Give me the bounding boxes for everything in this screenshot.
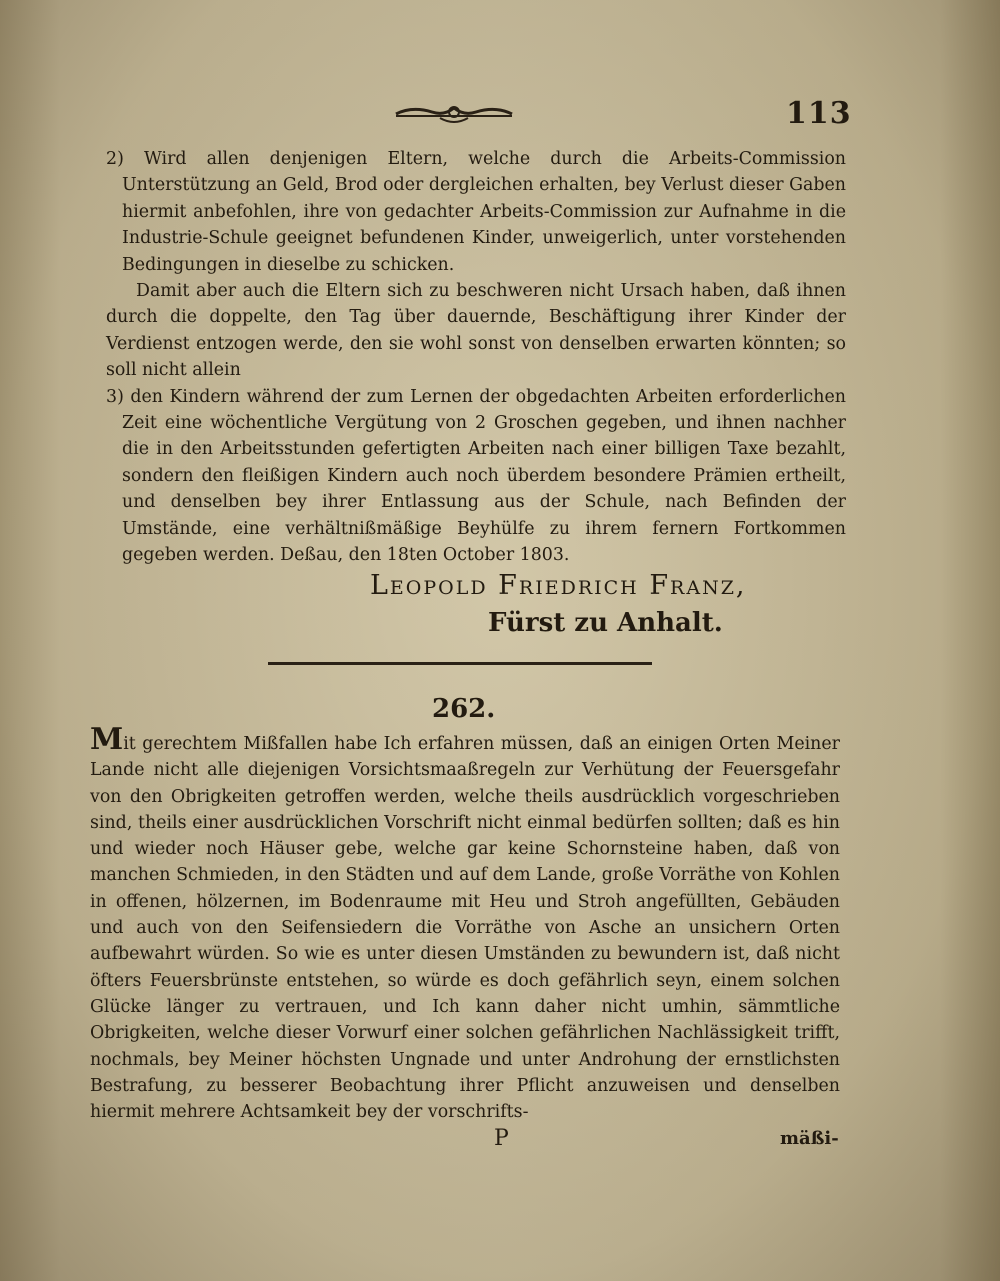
section-divider <box>268 662 652 665</box>
paragraph-intro: Damit aber auch die Eltern sich zu beschweren nicht Ursach haben, daß ihnen durch die doppelte, den Tag über dauernde, Beschäftigung ihrer Kinder der Verdienst entzogen werde, den sie wohl sonst von denselben erwarten könnten; so soll nicht allein <box>106 281 846 381</box>
decree-262-text <box>90 722 840 1125</box>
section-number: 262. <box>432 694 496 724</box>
page-footer <box>0 1126 850 1156</box>
decree-261-text <box>106 146 846 569</box>
drop-cap: M <box>90 722 124 757</box>
paragraph-3: 3) den Kindern während der zum Lernen der obgedachten Arbeiten erforderlichen Zeit eine wöchentliche Vergütung von 2 Groschen gegeben, und ihnen nachher die in den Arbeitsstunden gefertigten Arbeiten nach einer billigen Taxe bezahlt, sondern den fleißigen Kindern auch noch überdem besondere Prämien ertheilt, und denselben bey ihrer Entlassung aus der Schule, nach Befinden der Umstände, eine verhältnißmäßige Beyhülfe zu ihrem fernern Fortkommen gegeben werden. Deßau, den 18ten October 1803. <box>106 386 846 566</box>
signature-name: Leopold Friedrich Franz, <box>370 570 747 601</box>
catchword: mäßi- <box>780 1128 839 1149</box>
ornament-icon <box>392 98 516 126</box>
decree-262-body: it gerechtem Mißfallen habe Ich erfahren müssen, daß an einigen Orten Meiner Lande nicht alle diejenigen Vorsichtsmaaßregeln zur Verhütung der Feuersgefahr von den Obrigkeiten getroffen werden, welche theils ausdrücklich vorgeschrieben sind, theils einer ausdrücklichen Vorschrift nicht einmal bedürfen sollten; daß es hin und wieder noch Häuser gebe, welche gar keine Schornsteine haben, daß von manchen Schmieden, in den Städten und auf dem Lande, große Vorräthe von Kohlen in offenen, hölzernen, im Bodenraume mit Heu und Stroh angefüllten, Gebäuden und auch von den Seifensiedern die Vorräthe von Asche an unsichern Orten aufbewahrt würden. So wie es unter diesen Umständen zu bewundern ist, daß nicht öfters Feuersbrünste entstehen, so würde es doch gefährlich seyn, einem solchen Glücke länger zu vertrauen, und Ich kann daher nicht umhin, sämmtliche Obrigkeiten, welche dieser Vorwurf einer solchen gefährlichen Nachlässigkeit trifft, nochmals, bey Meiner höchsten Ungnade und unter Androhung der ernstlichsten Bestrafung, zu besserer Beobachtung ihrer Pflicht anzuweisen und denselben hiermit mehrere Achtsamkeit bey der vorschrifts- <box>90 734 840 1123</box>
page-number: 113 <box>786 96 852 131</box>
paragraph-2: 2) Wird allen denjenigen Eltern, welche durch die Arbeits-Commission Unterstützung an Geld, Brod oder dergleichen erhalten, bey Verlust dieser Gaben hiermit anbefohlen, ihre von gedachter Arbeits-Commission zur Aufnahme in die Industrie-Schule geeignet befundenen Kinder, unweigerlich, unter vorstehenden Bedingungen in dieselbe zu schicken. <box>106 149 846 275</box>
signature-mark: P <box>494 1126 509 1151</box>
signature-title: Fürst zu Anhalt. <box>488 608 723 638</box>
